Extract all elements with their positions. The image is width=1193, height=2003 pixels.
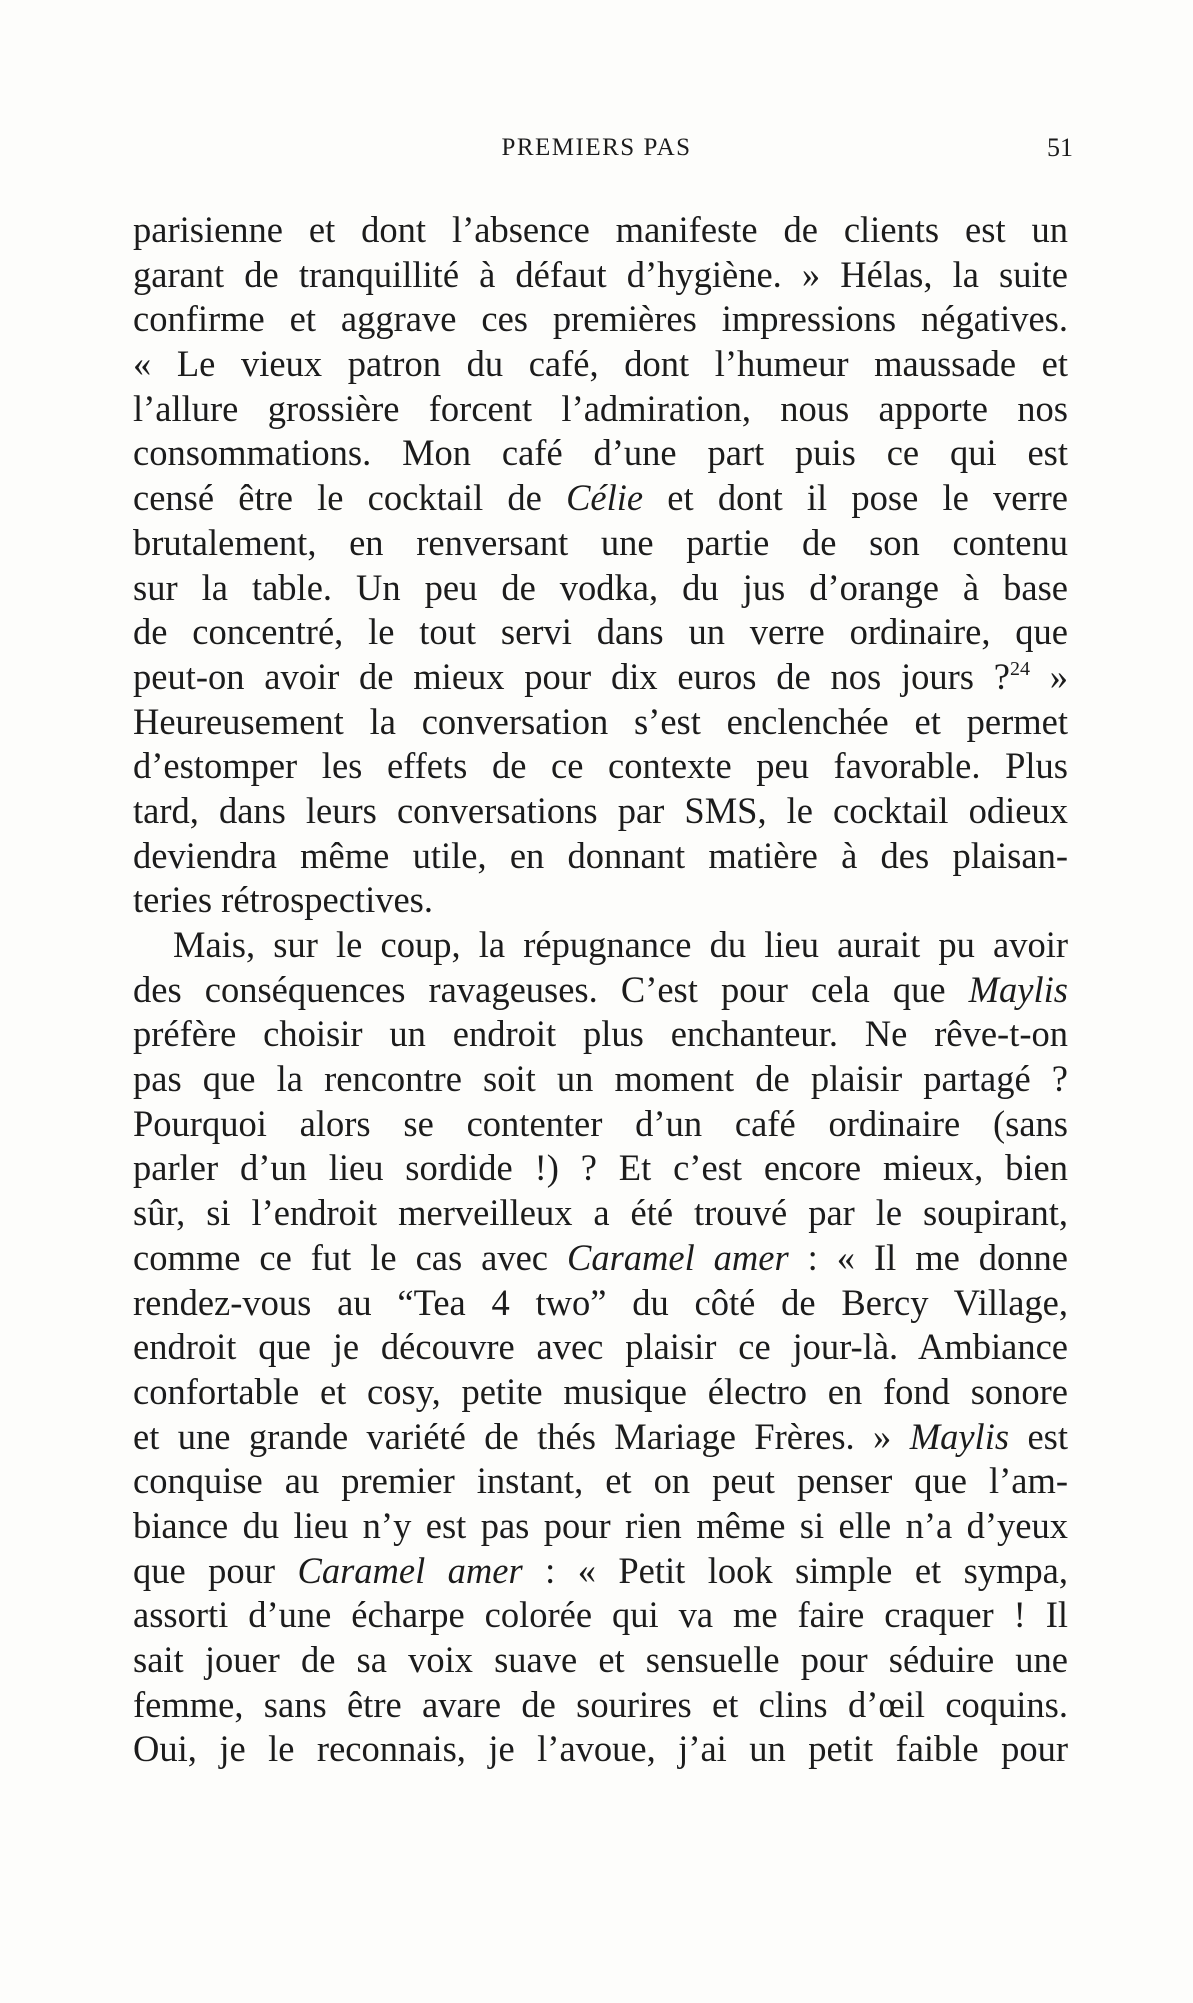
text-run: teries rétrospectives. bbox=[133, 879, 433, 921]
text-run: » bbox=[1029, 655, 1069, 697]
text-run: confortable et cosy, petite musique électro en fond sonore bbox=[133, 1370, 1068, 1412]
text-run: conquise au premier instant, et on peut penser que l’am- bbox=[133, 1460, 1068, 1502]
text-line bbox=[133, 1370, 1068, 1415]
text-run: Pourquoi alors se contenter d’un café ordinaire (sans bbox=[133, 1102, 1068, 1144]
italic-text: Maylis bbox=[968, 968, 1068, 1010]
text-line bbox=[133, 1236, 1068, 1281]
text-line bbox=[133, 1102, 1068, 1147]
text-run: l’allure grossière forcent l’admiration, nous apporte nos bbox=[133, 387, 1068, 429]
text-run: sait jouer de sa voix suave et sensuelle pour séduire une bbox=[133, 1639, 1068, 1680]
text-line bbox=[133, 1459, 1068, 1504]
text-line bbox=[133, 968, 1068, 1013]
text-run: « Le vieux patron du café, dont l’humeur maussade et bbox=[133, 343, 1068, 385]
text-run: est bbox=[1009, 1415, 1068, 1457]
text-run: tard, dans leurs conversations par SMS, le cocktail odieux bbox=[133, 789, 1068, 831]
text-line bbox=[133, 1549, 1068, 1594]
text-line bbox=[133, 387, 1068, 432]
text-run: endroit que je découvre avec plaisir ce jour-là. Ambiance bbox=[133, 1326, 1068, 1368]
text-run: biance du lieu n’y est pas pour rien même si elle n’a d’yeux bbox=[133, 1504, 1068, 1546]
text-line bbox=[133, 208, 1068, 253]
text-line bbox=[133, 566, 1068, 611]
text-run: d’estomper les effets de ce contexte peu favorable. Plus bbox=[133, 745, 1068, 787]
footnote-ref: 24 bbox=[1009, 657, 1030, 680]
text-line bbox=[133, 1191, 1068, 1236]
text-run: que pour bbox=[133, 1549, 298, 1591]
text-run: confirme et aggrave ces premières impressions négatives. bbox=[133, 298, 1068, 340]
text-line bbox=[133, 655, 1068, 700]
text-line bbox=[133, 610, 1068, 655]
text-line bbox=[133, 1415, 1068, 1460]
text-line bbox=[133, 521, 1068, 566]
text-run: parisienne et dont l’absence manifeste de clients est un bbox=[133, 209, 1068, 250]
text-line bbox=[133, 1504, 1068, 1549]
text-line bbox=[133, 431, 1068, 476]
text-line bbox=[133, 1012, 1068, 1057]
text-line bbox=[133, 789, 1068, 834]
text-run: : « Petit look simple et sympa, bbox=[522, 1549, 1069, 1591]
text-line bbox=[133, 878, 1068, 923]
text-run: Heureusement la conversation s’est enclenchée et permet bbox=[133, 700, 1068, 742]
text-line bbox=[133, 700, 1068, 745]
text-line bbox=[133, 834, 1068, 879]
text-line bbox=[133, 1593, 1068, 1638]
text-run: et une grande variété de thés Mariage Frères. » bbox=[133, 1415, 910, 1457]
text-run: consommations. Mon café d’une part puis ce qui est bbox=[133, 432, 1068, 474]
text-line bbox=[133, 297, 1068, 342]
text-run: deviendra même utile, en donnant matière à des plaisan- bbox=[133, 834, 1068, 876]
text-run: Oui, je le reconnais, je l’avoue, j’ai un petit faible pour bbox=[133, 1728, 1068, 1770]
running-header bbox=[0, 128, 1193, 168]
text-line bbox=[133, 744, 1068, 789]
text-run: censé être le cocktail de bbox=[133, 477, 567, 519]
text-run: et dont il pose le verre bbox=[643, 477, 1068, 519]
italic-text: Caramel amer bbox=[566, 1236, 789, 1278]
text-run: parler d’un lieu sordide !) ? Et c’est encore mieux, bien bbox=[133, 1147, 1068, 1189]
text-line bbox=[133, 1146, 1068, 1191]
text-run: Mais, sur le coup, la répugnance du lieu aurait pu avoir bbox=[173, 924, 1068, 965]
text-line bbox=[133, 1727, 1068, 1772]
text-run: comme ce fut le cas avec bbox=[133, 1236, 567, 1278]
text-run: femme, sans être avare de sourires et clins d’œil coquins. bbox=[133, 1683, 1068, 1725]
italic-text: Célie bbox=[566, 477, 644, 519]
text-line bbox=[133, 342, 1068, 387]
text-run: assorti d’une écharpe colorée qui va me faire craquer ! Il bbox=[133, 1594, 1068, 1636]
text-run: rendez-vous au “Tea 4 two” du côté de Bercy Village, bbox=[133, 1281, 1068, 1323]
text-line bbox=[133, 1638, 1068, 1683]
page-number: 51 bbox=[1047, 133, 1073, 162]
italic-text: Caramel amer bbox=[297, 1549, 523, 1591]
text-run: préfère choisir un endroit plus enchanteur. Ne rêve-t-on bbox=[133, 1013, 1068, 1055]
text-run: : « Il me donne bbox=[788, 1236, 1068, 1278]
text-line bbox=[133, 923, 1068, 968]
text-run: pas que la rencontre soit un moment de plaisir partagé ? bbox=[133, 1058, 1068, 1100]
text-line bbox=[133, 1281, 1068, 1326]
italic-text: Maylis bbox=[909, 1415, 1010, 1457]
running-title: PREMIERS PAS bbox=[501, 134, 692, 161]
body-text bbox=[133, 208, 1068, 1772]
text-line bbox=[133, 1057, 1068, 1102]
text-line bbox=[133, 1325, 1068, 1370]
text-run: sûr, si l’endroit merveilleux a été trouvé par le soupirant, bbox=[133, 1192, 1068, 1234]
text-run: sur la table. Un peu de vodka, du jus d’orange à base bbox=[133, 566, 1068, 608]
text-run: garant de tranquillité à défaut d’hygiène. » Hélas, la suite bbox=[133, 253, 1068, 295]
text-run: des conséquences ravageuses. C’est pour cela que bbox=[133, 968, 969, 1010]
text-run: peut-on avoir de mieux pour dix euros de nos jours ? bbox=[133, 655, 1010, 697]
text-run: de concentré, le tout servi dans un verre ordinaire, que bbox=[133, 611, 1068, 653]
text-line bbox=[133, 476, 1068, 521]
text-line bbox=[133, 1683, 1068, 1728]
text-run: brutalement, en renversant une partie de son contenu bbox=[133, 521, 1068, 563]
text-line bbox=[133, 253, 1068, 298]
